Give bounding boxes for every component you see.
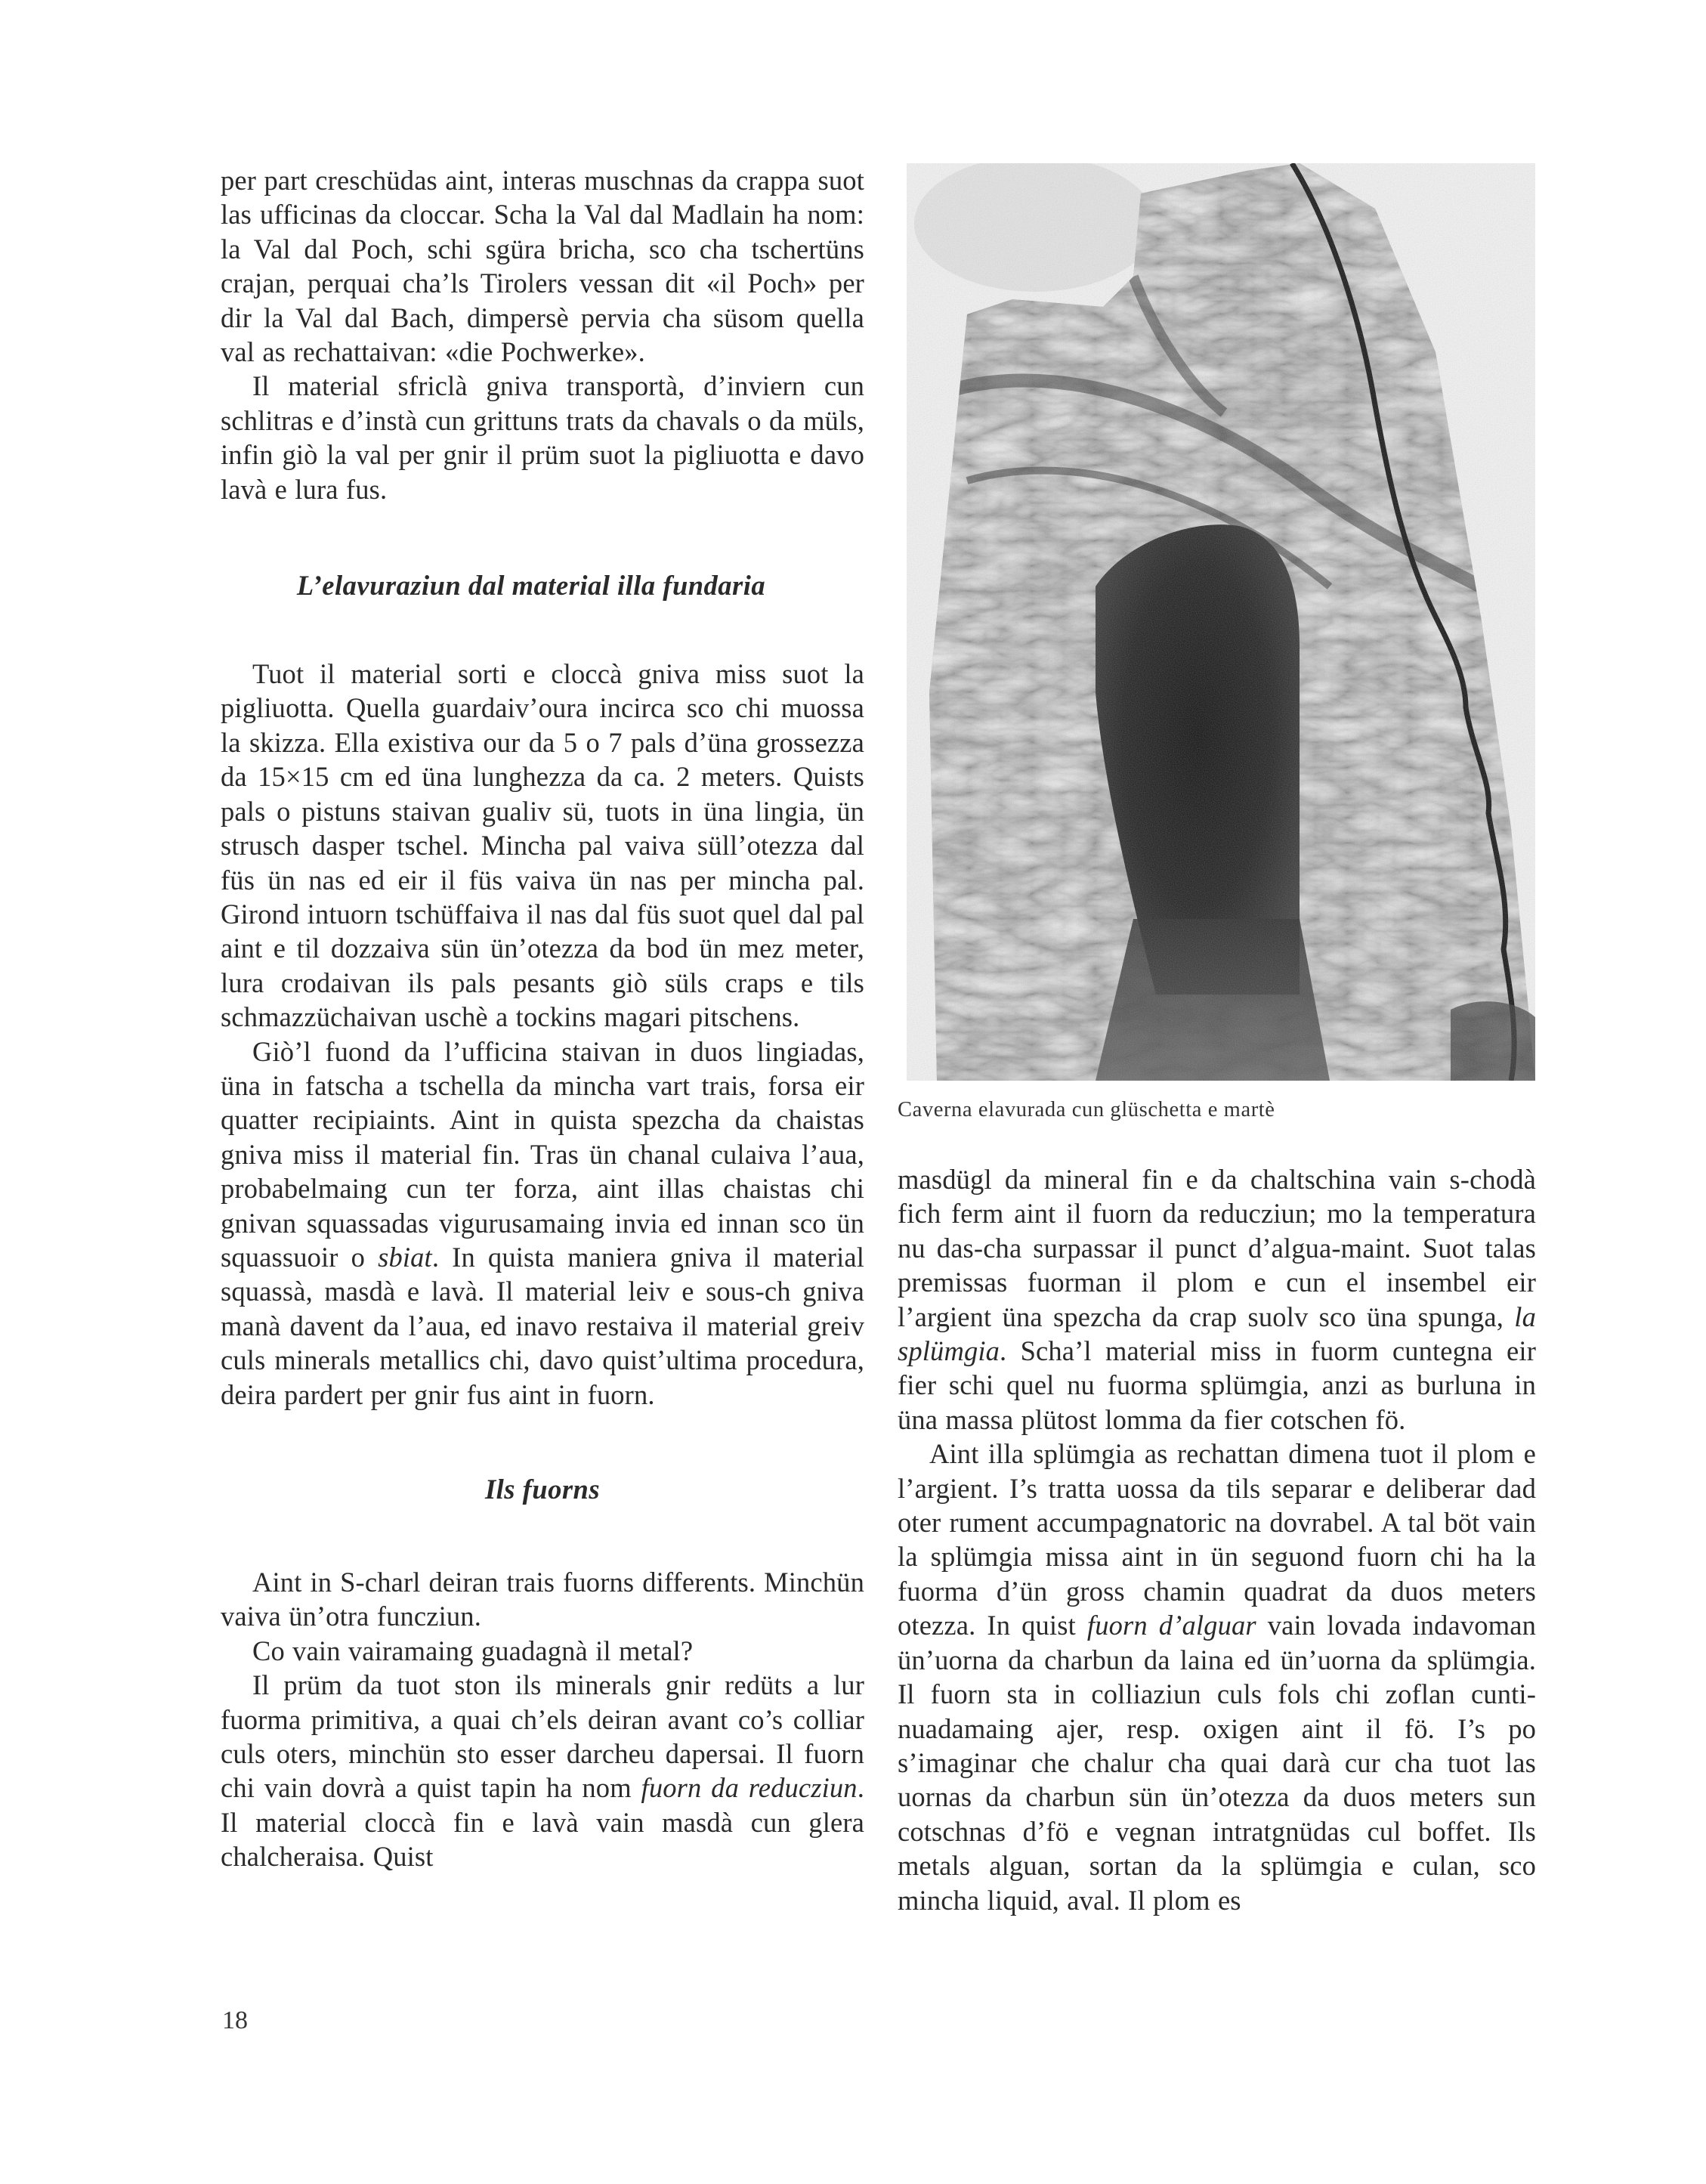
cavern-photo — [907, 163, 1535, 1081]
paragraph — [898, 1437, 1536, 1917]
paragraph: Il material sfriclà gniva transportà, d’inviern cun schlitras e d’instà cun grittuns trats da chavals o da müls, infin giò la val per gnir il prüm suot la pigliuotta e davo lavà e lura fus. — [221, 370, 864, 505]
italic-term: fuorn da reducziun — [641, 1772, 858, 1804]
page-number: 18 — [222, 2006, 248, 2034]
photo-mine-tunnel-icon — [907, 163, 1535, 1081]
italic-term: fuorn d’alguar — [1086, 1610, 1256, 1641]
section-heading: Ils fuorns — [484, 1474, 601, 1505]
left-text-column — [221, 163, 864, 1874]
paragraph: per part creschüdas aint, interas muschnas da crappa suot las ufficinas da cloccar. Scha la Val dal Madlain ha nom: la Val dal Poch, schi sgüra bricha, sco cha tschertüns crajan, perquai cha’ls Tirolers vessan dit «il Poch» per dir la Val dal Bach, dimpersè pervia cha süsom quella val as rechattaivan: «die Pochwerke». — [221, 165, 864, 368]
italic-term: sbiat — [378, 1241, 432, 1273]
paragraph — [898, 1162, 1536, 1437]
text-run: . Il material cloccà fin e lavà vain masdà cun glera chalcheraisa. Quist — [221, 1772, 864, 1873]
right-text-column — [898, 1162, 1536, 1917]
text-run: Giò’l fuond da l’ufficina staivan in duos lingiadas, üna in fatscha a tschella da mincha vart trais, forsa eir quatter recipiaints. Aint in quista spezcha da chaistas gniva miss il material fin. Tras ün chanal culaiva l’aua, probabelmaing cun ter forza, aint illas chaistas chi gnivan squassadas vigurusamaing invia ed innan sco ün squassuoir o — [221, 1035, 864, 1273]
paragraph — [221, 1668, 864, 1873]
text-run: Aint illa splümgia as rechattan dimena tuot il plom e l’argient. I’s tratta uossa da tils separar e deliberar dad oter rument accumpagnatoric na dovrabel. A tal böt vain la splümgia missa aint in ün seguond fuorn chi ha la fuorma d’ün gross chamin quadrat da duos meters otezza. In quist — [898, 1438, 1536, 1641]
italic-term: la splümgia — [898, 1301, 1536, 1367]
paragraph: Aint in S-charl deiran trais fuorns differents. Minchün vaiva ün’otra funcziun. — [221, 1567, 864, 1632]
paragraph: Tuot il material sorti e cloccà gniva miss suot la pigliuotta. Quella guardaiv’oura incirca sco chi muossa la skizza. Ella existiva our da 5 o 7 pals d’üna grossezza da 15×15 cm ed üna lunghezza da ca. 2 meters. Quists pals o pistuns staivan gualiv sü, tuots in üna lingia, ün strusch dasper tschel. Mincha pal vaiva süll’otezza dal füs ün nas ed eir il füs vaiva ün nas per mincha pal. Girond intuorn tschüffaiva il nas dal füs suot quel dal pal aint e til dozzaiva sün ün’otezza da bod ün mez meter, lura crodaivan ils pals pesants giò süls craps e tils schmazzüchaivan uschè a tockins magari pitschens. — [221, 658, 864, 1033]
paragraph: Co vain vairamaing guadagnà il metal? — [252, 1635, 694, 1666]
text-run: Il prüm da tuot ston ils minerals gnir redüts a lur fuorma primitiva, a quai ch’els deiran avant co’s colliar culs oters, minchün sto esser darcheu dapersai. Il fuorn chi vain dovrà a quist tapin ha nom — [221, 1669, 864, 1804]
paragraph — [221, 1035, 864, 1412]
text-run: vain lovada indavoman ün’uorna da charbun da laina ed ün’uorna da splümgia. Il fuorn sta in colliaziun culs fols chi zoflan cunti-nuadamaing ajer, resp. oxigen aint il fö. I’s po s’imaginar che chalur cha quai darà cur cha tuot las uornas da charbun sün ün’otezza da duos meters sun cotschnas d’fö e vegnan intratgnüdas cul boffet. Ils metals alguan, sortan da la splümgia e culan, sco mincha liquid, aval. Il plom es — [898, 1610, 1536, 1916]
text-run: masdügl da mineral fin e da chaltschina vain s-chodà fich ferm aint il fuorn da reducziun; mo la temperatura nu das-cha surpassar il punct d’algua-maint. Suot talas premissas fuorman il plom e cun el insembel eir l’argient üna spezcha da crap suolv sco üna spunga, — [898, 1164, 1536, 1332]
text-run: . Scha’l material miss in fuorm cuntegna eir fier schi quel nu fuorma splümgia, anzi as burluna in üna massa plütost lomma da fier cotschen fö. — [898, 1335, 1536, 1435]
text-run: . In quista maniera gniva il material squassà, masdà e lavà. Il material leiv e sous-ch gniva manà davent da l’aua, ed inavo restaiva il material greiv culs minerals metallics chi, davo quist’ultima procedura, deira pardert per gnir fus aint in fuorn. — [221, 1241, 864, 1410]
figure-caption: Caverna elavurada cun glüschetta e martè — [898, 1098, 1275, 1121]
section-heading: L’elavuraziun dal material illa fundaria — [296, 570, 766, 602]
